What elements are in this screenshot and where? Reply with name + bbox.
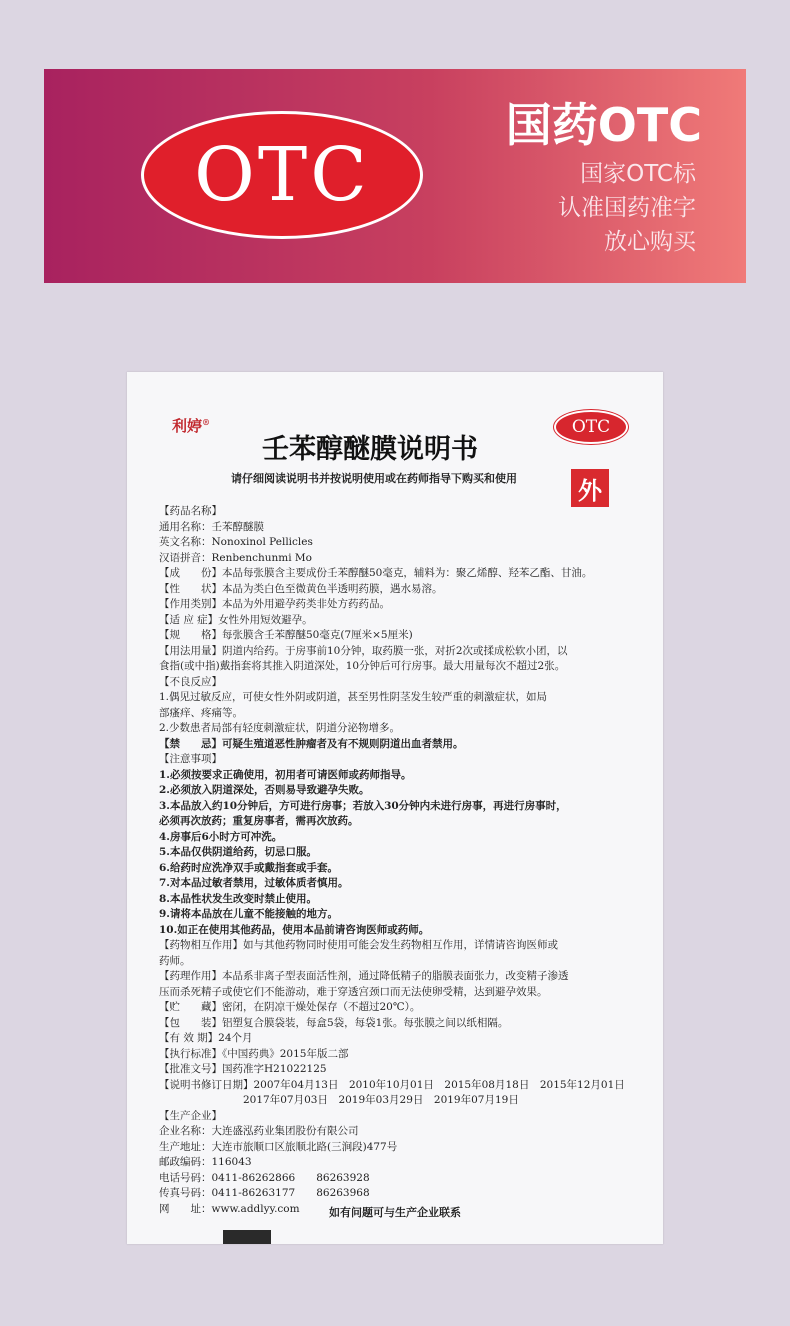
leaflet-line: 企业名称：大连盛泓药业集团股份有限公司 (159, 1125, 359, 1137)
leaflet-line: 8.本品性状发生改变时禁止使用。 (159, 892, 317, 905)
leaflet-line: 通用名称：壬苯醇醚膜 (159, 520, 264, 533)
leaflet-line: 【规 格】每张膜含壬苯醇醚50毫克(7厘米×5厘米) (159, 629, 413, 641)
leaflet-line: 生产地址：大连市旅顺口区旅顺北路(三涧段)477号 (159, 1140, 398, 1153)
leaflet-line: 【贮 藏】密闭，在阴凉干燥处保存（不超过20℃）。 (159, 1001, 421, 1013)
banner-slogans (558, 157, 696, 259)
leaflet-line: 汉语拼音：Renbenchunmi Mo (159, 551, 312, 564)
leaflet-line: 2017年07月03日 2019年03月29日 2019年07月19日 (159, 1094, 519, 1106)
leaflet-line: 10.如正在使用其他药品，使用本品前请咨询医师或药师。 (159, 923, 430, 936)
leaflet-line: 【包 装】铝塑复合膜袋装，每盒5袋，每袋1张。每张膜之间以纸相隔。 (159, 1016, 509, 1029)
leaflet-line: 2.少数患者局部有轻度刺激症状，阴道分泌物增多。 (159, 722, 401, 734)
leaflet-line: 【不良反应】 (159, 675, 222, 688)
leaflet-line: 【用法用量】阴道内给药。于房事前10分钟，取药膜一张，对折2次或揉成松软小团，以 (159, 644, 568, 657)
leaflet-line: 必须再次放药；重复房事者，需再次放药。 (159, 815, 359, 827)
banner-title: 国药OTC (505, 98, 702, 152)
leaflet-line: 【禁 忌】可疑生殖道恶性肿瘤者及有不规则阴道出血者禁用。 (159, 737, 464, 750)
leaflet-footer: 如有问题可与生产企业联系 (329, 1206, 461, 1219)
leaflet-line: 【适 应 症】女性外用短效避孕。 (159, 613, 313, 626)
leaflet-line: 【药理作用】本品系非离子型表面活性剂，通过降低精子的脂膜表面张力，改变精子渗透 (159, 970, 569, 982)
otc-logo-text: OTC (194, 132, 370, 218)
leaflet-line: 【有 效 期】24个月 (159, 1032, 253, 1044)
otc-badge-text: OTC (571, 417, 611, 437)
banner-line: 国家OTC标 (580, 161, 696, 187)
leaflet-line: 【作用类别】本品为外用避孕药类非处方药药品。 (159, 598, 390, 610)
banner-line: 认准国药准字 (558, 195, 696, 221)
leaflet-line: 【药物相互作用】如与其他药物同时使用可能会发生药物相互作用，详情请咨询医师或 (159, 939, 558, 951)
leaflet-title: 壬苯醇醚膜说明书 (262, 434, 478, 465)
leaflet-line: 9.请将本品放在儿童不能接触的地方。 (159, 908, 338, 920)
leaflet-line: 5.本品仅供阴道给药，切忌口服。 (159, 846, 317, 858)
registered-mark: ® (202, 417, 211, 427)
leaflet-line: 【执行标准】《中国药典》2015年版二部 (159, 1047, 349, 1060)
external-use-badge: 外 (571, 469, 609, 507)
leaflet-line: 7.对本品过敏者禁用，过敏体质者慎用。 (159, 877, 349, 889)
otc-logo (141, 111, 423, 239)
leaflet-subtitle: 请仔细阅读说明书并按说明使用或在药师指导下购买和使用 (231, 472, 517, 485)
leaflet-line: 网 址：www.addlyy.com (159, 1202, 300, 1215)
banner-line: 放心购买 (604, 229, 696, 255)
leaflet-line: 【性 状】本品为类白色至微黄色半透明药膜，遇水易溶。 (159, 582, 443, 595)
leaflet-line: 英文名称：Nonoxinol Pellicles (159, 536, 313, 548)
leaflet-line: 药师。 (159, 954, 191, 967)
leaflet-line: 压而杀死精子或使它们不能游动，难于穿透宫颈口而无法使卵受精，达到避孕效果。 (159, 985, 548, 998)
leaflet-line: 1.必须按要求正确使用，初用者可请医师或药师指导。 (159, 768, 412, 781)
leaflet-line: 传真号码：0411-86263177 86263968 (159, 1187, 370, 1199)
leaflet-line: 1.偶见过敏反应，可使女性外阴或阴道，甚至男性阴茎发生较严重的刺激症状，如局 (159, 691, 548, 703)
brand-logo (172, 415, 210, 436)
leaflet-line: 【生产企业】 (159, 1109, 222, 1122)
leaflet-line: 【批准文号】国药准字H21022125 (159, 1063, 327, 1075)
leaflet-tab (223, 1230, 271, 1244)
promo-banner (44, 69, 746, 283)
leaflet-line: 食指(或中指)戴指套将其推入阴道深处，10分钟后可行房事。最大用量每次不超过2张。 (159, 660, 566, 672)
leaflet-line: 【药品名称】 (159, 505, 222, 517)
leaflet-line: 邮政编码：116043 (159, 1156, 252, 1168)
leaflet-line: 【成 份】本品每张膜含主要成份壬苯醇醚50毫克，辅料为：聚乙烯醇、羟苯乙酯、甘油。 (159, 567, 593, 579)
leaflet-line: 部瘙痒、疼痛等。 (159, 706, 243, 719)
instruction-leaflet (127, 372, 663, 1244)
leaflet-line: 【说明书修订日期】2007年04月13日 2010年10月01日 2015年08月18日 2015年12月01日 (159, 1078, 625, 1091)
leaflet-line: 4.房事后6小时方可冲洗。 (159, 830, 283, 843)
brand-name: 利婷 (172, 417, 203, 435)
leaflet-line: 【注意事项】 (159, 753, 222, 765)
otc-badge (554, 410, 628, 444)
leaflet-line: 3.本品放入约10分钟后，方可进行房事；若放入30分钟内未进行房事，再进行房事时， (159, 799, 567, 812)
leaflet-line: 2.必须放入阴道深处，否则易导致避孕失败。 (159, 784, 370, 796)
leaflet-body (159, 504, 639, 1217)
leaflet-line: 6.给药时应洗净双手或戴指套或手套。 (159, 861, 338, 874)
leaflet-line: 电话号码：0411-86262866 86263928 (159, 1171, 370, 1184)
